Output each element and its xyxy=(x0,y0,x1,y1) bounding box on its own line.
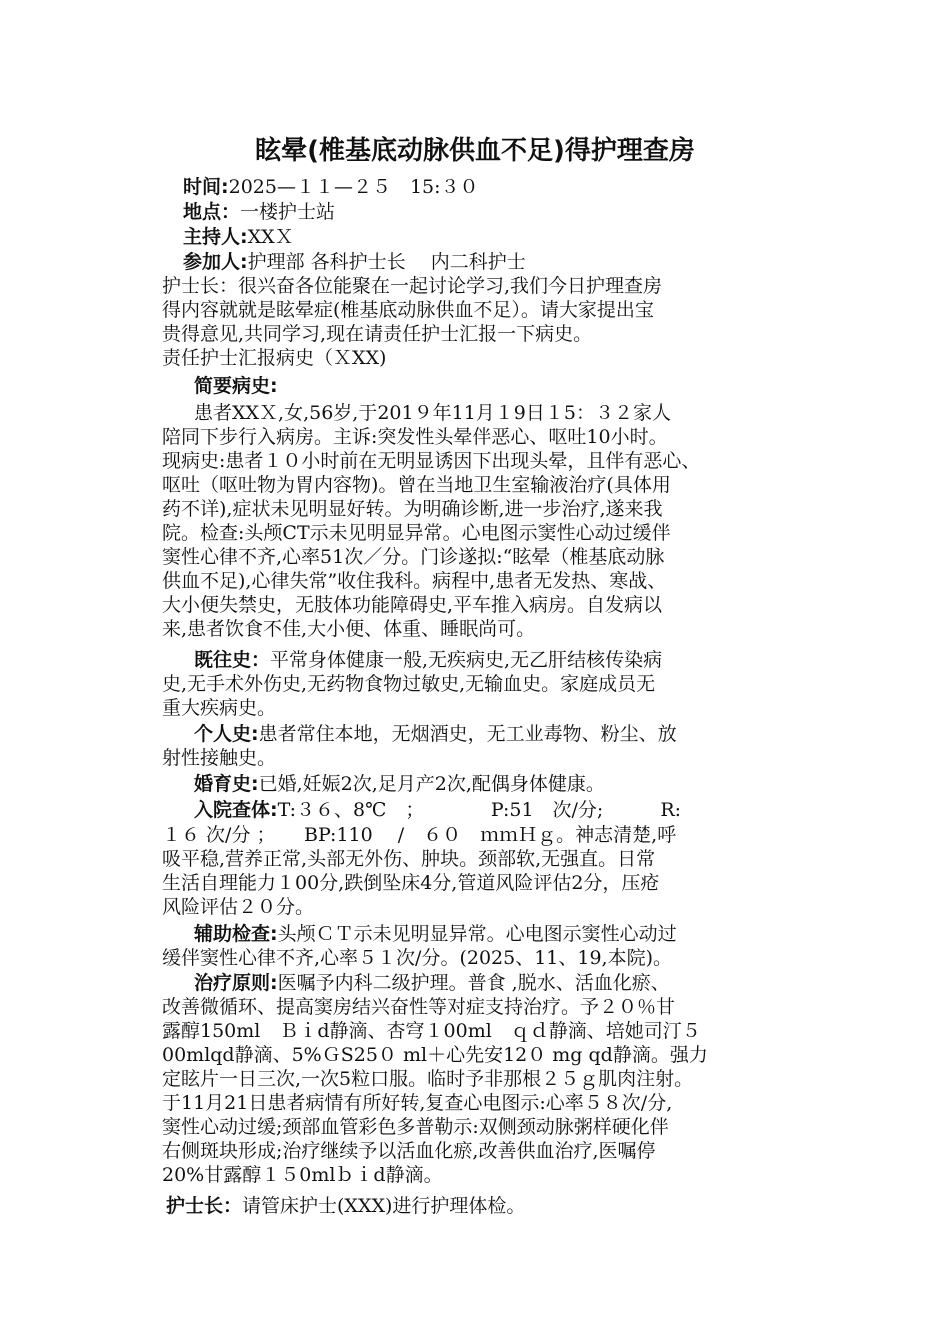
body-line: 生活自理能力１00分,跌倒坠床4分,管道风险评估2分，压疮 xyxy=(162,872,660,894)
body-line: 护士长：很兴奋各位能聚在一起讨论学习,我们今日护理查房 xyxy=(162,275,663,297)
body-line: 贵得意见,共同学习,现在请责任护士汇报一下病史。 xyxy=(162,323,593,345)
body-line: 00mlqd静滴、5%ＧS25０ ml＋心先安12０ mg qd静滴。强力 xyxy=(162,1044,708,1066)
meta-value: XXＸ xyxy=(247,226,294,248)
body-line: 药不详),症状未见明显好转。为明确诊断,进一步治疗,遂来我 xyxy=(162,498,663,520)
section-line: 婚育史:已婚,妊娠2次,足月产2次,配偶身体健康。 xyxy=(194,773,605,795)
body-line: 现病史:患者１０小时前在无明显诱因下出现头晕，且伴有恶心、 xyxy=(162,450,701,472)
section-heading: 简要病史: xyxy=(194,375,278,397)
section-line: 入院查体:T:３６、8℃ ； P:51 次/分; R: xyxy=(194,799,682,821)
body-line: 吸平稳,营养正常,头部无外伤、肿块。颈部软,无强直。日常 xyxy=(162,848,656,870)
meta-label: 地点： xyxy=(183,201,241,223)
body-line: 患者XXＸ,女,56岁,于201９年11月１9日１5：３２家人 xyxy=(194,402,671,424)
meta-host xyxy=(183,225,294,249)
body-line: 风险评估２０分。 xyxy=(162,896,315,918)
section-line: 辅助检查:头颅ＣＴ示未见明显异常。心电图示窦性心动过 xyxy=(194,923,677,945)
body-line: 20%甘露醇１５0mlｂｉd静滴。 xyxy=(162,1164,443,1186)
body-line: 来,患者饮食不佳,大小便、体重、睡眠尚可。 xyxy=(162,618,536,640)
body-line: 改善微循环、提高窦房结兴奋性等对症支持治疗。予２０％甘 xyxy=(162,996,676,1018)
body-line: 右侧斑块形成;治疗继续予以活血化瘀,改善供血治疗,医嘱停 xyxy=(162,1140,656,1162)
section-line: 护士长：请管床护士(XXX)进行护理体检。 xyxy=(166,1195,526,1217)
meta-time xyxy=(183,175,479,199)
body-line: 陪同下步行入病房。主诉:突发性头晕伴恶心、呕吐10小时。 xyxy=(162,426,668,448)
body-line: 窦性心动过缓;颈部血管彩色多普勒示:双侧颈动脉粥样硬化伴 xyxy=(162,1116,669,1138)
meta-place xyxy=(183,200,335,224)
body-line: 院。检查:头颅CT示未见明显异常。心电图示窦性心动过缓伴 xyxy=(162,522,671,544)
body-line: 窦性心律不齐,心率51次／分。门诊遂拟:“眩晕（椎基底动脉 xyxy=(162,546,665,568)
document-title: 眩晕(椎基底动脉供血不足)得护理查房 xyxy=(255,136,695,166)
meta-value: 一楼护士站 xyxy=(240,201,336,223)
section-line: 个人史:患者常住本地，无烟酒史，无工业毒物、粉尘、放 xyxy=(194,723,677,745)
body-line: 呕吐（呕吐物为胃内容物)。曾在当地卫生室输液治疗(具体用 xyxy=(162,474,671,496)
body-line: 史,无手术外伤史,无药物食物过敏史,无输血史。家庭成员无 xyxy=(162,673,656,695)
body-line: 露醇150ml Ｂｉd静滴、杏穹１00ml ｑｄ静滴、培她司汀５ xyxy=(162,1020,701,1042)
section-line: 既往史：平常身体健康一般,无疾病史,无乙肝结核传染病 xyxy=(194,649,663,671)
section-line: 治疗原则:医嘱予内科二级护理。普食 ,脱水、活血化瘀、 xyxy=(194,972,670,994)
meta-label: 时间: xyxy=(183,176,229,198)
body-line: 缓伴窦性心律不齐,心率５１次/分。(2025、11、19,本院)。 xyxy=(162,947,673,969)
meta-participants xyxy=(183,250,526,274)
body-line: 于11月21日患者病情有所好转,复查心电图示:心率５８次/分, xyxy=(162,1092,673,1114)
body-line: 重大疾病史。 xyxy=(162,697,277,719)
meta-value: 护理部 各科护士长 内二科护士 xyxy=(247,251,526,273)
body-line: 供血不足),心律失常”收住我科。病程中,患者无发热、寒战、 xyxy=(162,570,667,592)
meta-label: 主持人: xyxy=(183,226,248,248)
body-line: 得内容就就是眩晕症(椎基底动脉供血不足）。请大家提出宝 xyxy=(162,299,654,321)
meta-value: 2025—１１—２５ 15:３０ xyxy=(228,176,479,198)
meta-label: 参加人: xyxy=(183,251,248,273)
body-line: 射性接触史。 xyxy=(162,747,277,769)
body-line: 定眩片一日三次,一次5粒口服。临时予非那根２５ｇ肌肉注射。 xyxy=(162,1068,694,1090)
body-line: 大小便失禁史，无肢体功能障碍史,平车推入病房。自发病以 xyxy=(162,594,663,616)
body-line: １６ 次/分 ； BP:110 / ６０ ｍｍＨｇ。神志清楚,呼 xyxy=(162,824,677,846)
body-line: 责任护士汇报病史（ＸXX) xyxy=(162,347,387,369)
